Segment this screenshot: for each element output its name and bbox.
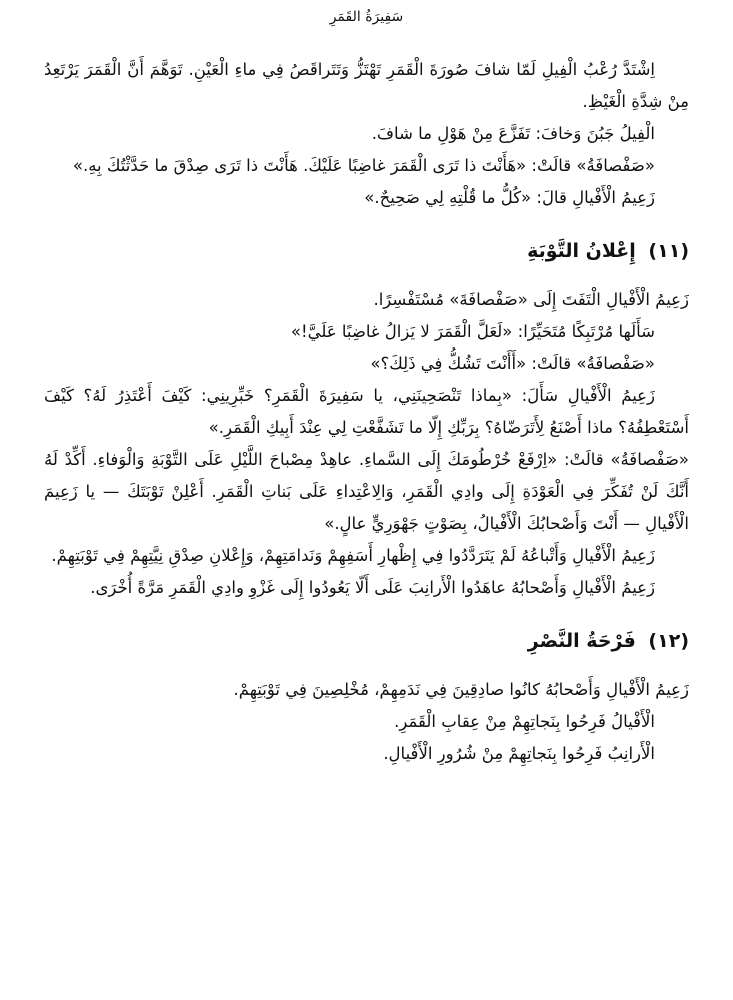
section-spacer [44,604,689,626]
running-header: سَفِيرَةُ القَمَرِ [329,9,404,25]
section-number: (١١) [648,240,689,262]
section-spacer [44,214,689,236]
paragraph: الْأَفْيالُ فَرِحُوا بِنَجاتِهِمْ مِنْ عِقابِ الْقَمَرِ. [394,712,655,731]
paragraph: «صَفْصافَةُ» قالَتْ: «هَأَنْتَ ذا تَرَى الْقَمَرَ غاضِبًا عَلَيْكَ. هَأَنْتَ ذا تَرَى صِدْقَ ما حَدَّثْتُكَ بِهِ.» [72,156,655,175]
paragraph: زَعِيمُ الْأَفْيالِ سَأَلَ: «بِماذا تَنْصَحِينَنِي، يا سَفِيرَةَ الْقَمَرِ؟ خَبِّرِينِي: كَيْفَ أَعْتَذِرُ لَهُ؟ كَيْفَ أَسْتَعْطِفُهُ؟ ماذا أَصْنَعُ لِأَتَرَضّاهُ؟ بِرَبِّكِ إِلّا ما تَشَفَّعْتِ لِي عِنْدَ أَبِيكِ الْقَمَرِ.» [44,386,689,437]
section-number: (١٢) [648,630,689,652]
section-heading-11 [44,236,689,266]
paragraph: الْفِيلُ جَبُنَ وَخافَ: تَفَزَّعَ مِنْ هَوْلِ ما شافَ. [371,124,655,143]
paragraph: الْأَرانِبُ فَرِحُوا بِنَجاتِهِمْ مِنْ شُرُورِ الْأَفْيالِ. [383,744,655,763]
section-11-body [44,284,689,604]
paragraph: «صَفْصافَةُ» قالَتْ: «أَأَنْتَ تَشُكُّ فِي ذَلِكَ؟» [370,354,655,373]
section-title: إِعْلانُ التَّوْبَةِ [527,240,636,262]
section-12-body [44,674,689,770]
paragraph: سَأَلَها مُرْتَبِكًا مُتَحَيِّرًا: «لَعَلَّ الْقَمَرَ لا يَزالُ غاضِبًا عَلَيَّ!» [290,322,655,341]
paragraph: زَعِيمُ الْأَفْيالِ وَأَصْحابُهُ كانُوا صادِقِينَ فِي نَدَمِهِمْ، مُخْلِصِينَ فِي تَوْبَتِهِمْ. [233,680,689,699]
paragraph: اِشْتَدَّ رُعْبُ الْفِيلِ لَمّا شافَ صُورَةَ الْقَمَرِ تَهْتَزُّ وَتَتَراقَصُ فِي ماءِ الْعَيْنِ. تَوَهَّمَ أَنَّ الْقَمَرَ يَرْتَعِدُ مِنْ شِدَّةِ الْغَيْظِ. [44,60,689,111]
section-title: فَرْحَةُ النَّصْرِ [527,630,636,652]
paragraph: زَعِيمُ الْأَفْيالِ الْتَفَتَ إِلَى «صَفْصافَةَ» مُسْتَفْسِرًا. [373,290,689,309]
intro-block [44,54,689,214]
paragraph: «صَفْصافَةُ» قالَتْ: «اِرْفَعْ خُرْطُومَكَ إِلَى السَّماءِ. عاهِدْ مِصْباحَ اللَّيْلِ عَلَى التَّوْبَةِ وَالْوَفاءِ. أَكِّدْ لَهُ أَنَّكَ لَنْ تُفَكِّرَ فِي الْعَوْدَةِ إِلَى وادِي الْقَمَرِ، وَالِاعْتِداءِ عَلَى بَناتِ الْقَمَرِ. أَعْلِنْ تَوْبَتَكَ — يا زَعِيمَ الْأَفْيالِ — أَنْتَ وَأَصْحابُكَ الْأَفْيالُ، بِصَوْتٍ جَهْوَرِيٍّ عالٍ.» [44,450,689,533]
paragraph: زَعِيمُ الْأَفْيالِ قالَ: «كُلُّ ما قُلْتِهِ لِي صَحِيحٌ.» [364,188,655,207]
paragraph: زَعِيمُ الْأَفْيالِ وَأَصْحابُهُ عاهَدُوا الْأَرانِبَ عَلَى أَلّا يَعُودُوا إِلَى غَزْوِ وادِي الْقَمَرِ مَرَّةً أُخْرَى. [90,578,655,597]
paragraph: زَعِيمُ الْأَفْيالِ وَأَتْباعُهُ لَمْ يَتَرَدَّدُوا فِي إِظْهارِ أَسَفِهِمْ وَنَدامَتِهِمْ، وَإِعْلانِ صِدْقِ نِيَّتِهِمْ فِي تَوْبَتِهِمْ. [51,546,655,565]
section-heading-12 [44,626,689,656]
